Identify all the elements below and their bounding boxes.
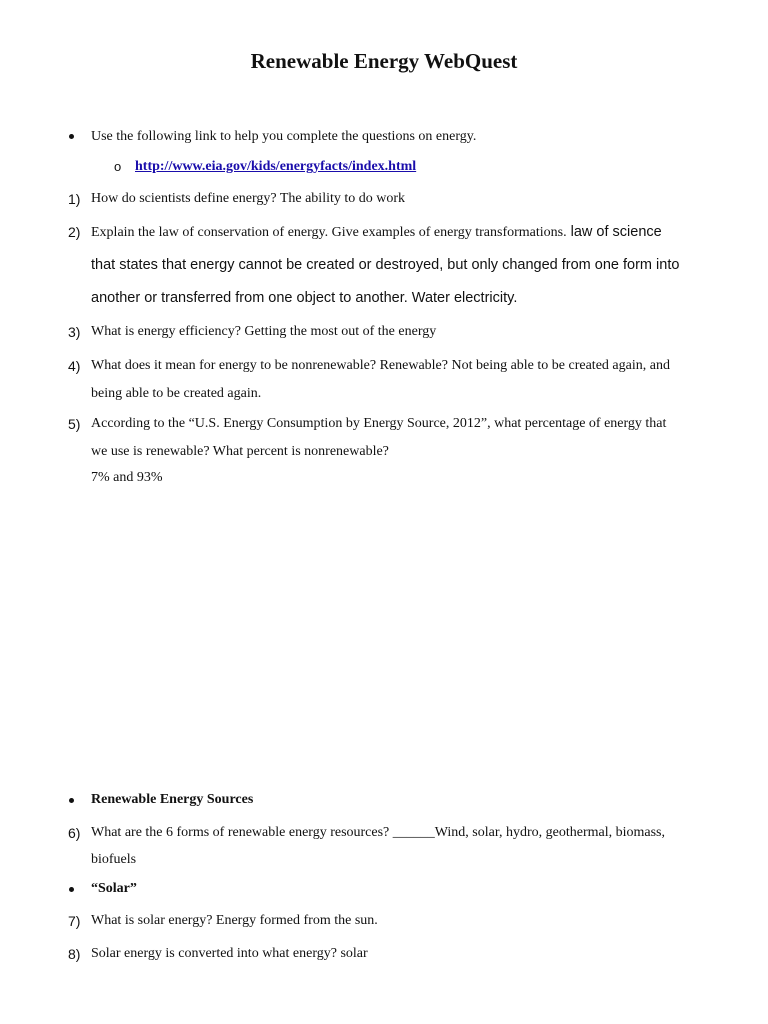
question-1-text: How do scientists define energy? The ability to do work [91, 191, 406, 206]
question-5-answer: 7% and 93% [91, 470, 163, 485]
question-number: 4) [68, 358, 81, 374]
question-7-text: What is solar energy? Energy formed from the sun. [91, 913, 378, 928]
question-number: 7) [68, 913, 81, 929]
question-number: 5) [68, 416, 81, 432]
bullet-dot-icon [69, 134, 74, 139]
section-solar-label: “Solar” [91, 881, 137, 896]
section-renewable-sources [91, 790, 253, 810]
question-number: 8) [68, 946, 81, 962]
question-3-text: What is energy efficiency? Getting the most out of the energy [91, 324, 437, 339]
question-number: 2) [68, 224, 81, 240]
intro-bullet-text: Use the following link to help you complete the questions on energy. [91, 129, 477, 144]
question-8-text: Solar energy is converted into what energy? solar [91, 946, 368, 961]
section-solar [91, 879, 137, 899]
question-5-line-1: According to the “U.S. Energy Consumption by Energy Source, 2012”, what percentage of energy that [91, 416, 667, 431]
question-number: 3) [68, 324, 81, 340]
question-6-line-2: biofuels [91, 852, 137, 867]
question-2-line-1 [91, 222, 662, 243]
question-6-line-1: What are the 6 forms of renewable energy resources? ______Wind, solar, hydro, geothermal, biomass, [91, 825, 665, 840]
question-4-line-2: being able to be created again. [91, 386, 262, 401]
question-2-answer-start: law of science [566, 224, 662, 240]
page-title: Renewable Energy WebQuest [250, 49, 518, 73]
bullet-dot-icon [69, 798, 74, 803]
question-2-line-3: another or transferred from one object to another. Water electricity. [91, 290, 518, 306]
sub-bullet-marker: o [114, 159, 122, 174]
question-4-line-1: What does it mean for energy to be nonrenewable? Renewable? Not being able to be created again, and [91, 358, 670, 373]
question-2-line-2: that states that energy cannot be created or destroyed, but only changed from one form into [91, 257, 680, 273]
section-renewable-sources-label: Renewable Energy Sources [91, 792, 254, 807]
bullet-dot-icon [69, 887, 74, 892]
question-number: 1) [68, 191, 81, 207]
question-number: 6) [68, 825, 81, 841]
question-2-prompt: Explain the law of conservation of energy. Give examples of energy transformations. [91, 225, 567, 240]
link-line [135, 157, 416, 177]
energy-facts-link[interactable]: http://www.eia.gov/kids/energyfacts/index.html [135, 159, 417, 174]
question-5-line-2: we use is renewable? What percent is nonrenewable? [91, 444, 389, 459]
